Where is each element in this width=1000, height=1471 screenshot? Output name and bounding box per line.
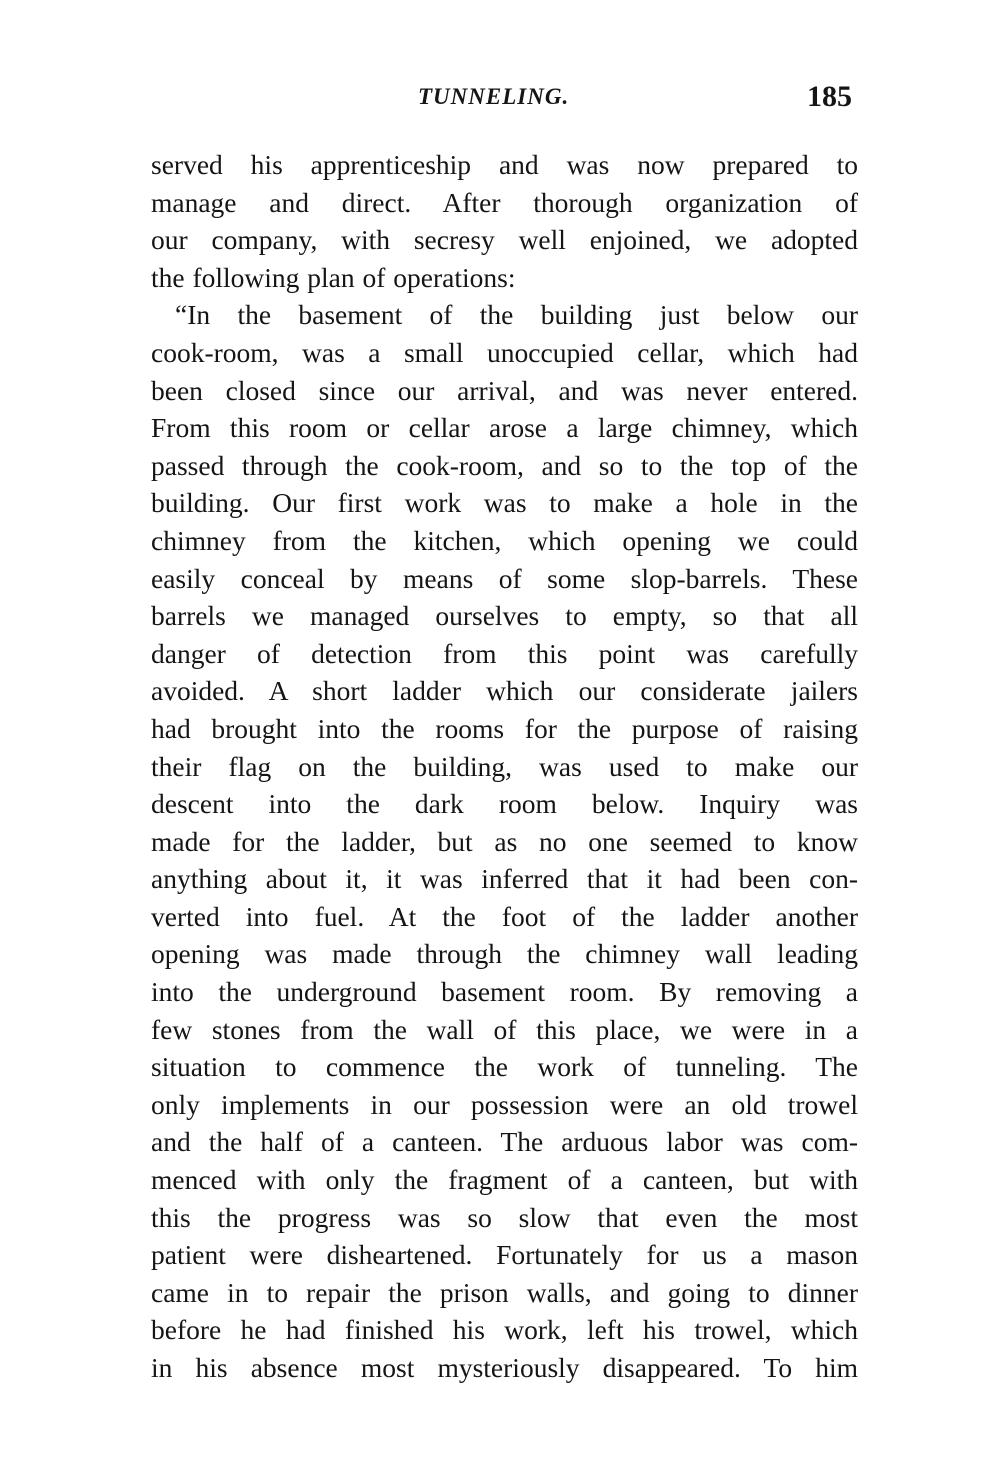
text-line: this the progress was so slow that even the most [151,1201,858,1233]
text-line: building. Our first work was to make a hole in the [151,487,858,519]
page-number: 185 [807,80,852,113]
text-line: menced with only the fragment of a canteen, but with [151,1164,858,1196]
text-line: had brought into the rooms for the purpose of raising [151,712,858,744]
text-line: “In the basement of the building just below our [175,299,858,331]
text-line: few stones from the wall of this place, we were in a [151,1013,858,1045]
text-line: served his apprenticeship and was now prepared to [151,149,858,180]
page-header [150,80,860,120]
text-line: chimney from the kitchen, which opening we could [151,524,858,556]
text-line: into the underground basement room. By removing a [151,976,858,1008]
text-line: manage and direct. After thorough organization of [151,186,858,218]
text-line: anything about it, it was inferred that it had been con- [151,863,858,895]
text-line: been closed since our arrival, and was never entered. [151,374,858,406]
text-line: verted into fuel. At the foot of the ladder another [151,900,858,932]
text-line: the following plan of operations: [151,261,516,293]
text-line: came in to repair the prison walls, and going to dinner [151,1276,858,1308]
text-line: danger of detection from this point was carefully [151,637,858,669]
text-line: easily conceal by means of some slop-barrels. These [151,562,858,594]
text-line: From this room or cellar arose a large chimney, which [151,412,858,444]
text-line: descent into the dark room below. Inquiry was [151,788,858,820]
running-title: TUNNELING. [418,84,570,109]
text-line: before he had finished his work, left his trowel, which [151,1314,858,1346]
text-line: avoided. A short ladder which our considerate jailers [151,675,858,707]
text-line: situation to commence the work of tunneling. The [151,1051,858,1083]
text-line: opening was made through the chimney wall leading [151,938,858,970]
text-line: barrels we managed ourselves to empty, so that all [151,600,858,632]
text-line: their flag on the building, was used to make our [151,750,858,782]
text-line: our company, with secresy well enjoined, we adopted [151,224,858,256]
body-text [151,146,858,1387]
text-line: passed through the cook-room, and so to the top of the [151,449,858,481]
text-line: patient were disheartened. Fortunately for us a mason [151,1239,858,1271]
text-line: made for the ladder, but as no one seemed to know [151,825,858,857]
text-line: cook-room, was a small unoccupied cellar, which had [151,336,858,368]
text-line: only implements in our possession were an old trowel [151,1088,858,1120]
text-line: and the half of a canteen. The arduous labor was com- [151,1126,858,1158]
text-line: in his absence most mysteriously disappeared. To him [151,1352,858,1383]
